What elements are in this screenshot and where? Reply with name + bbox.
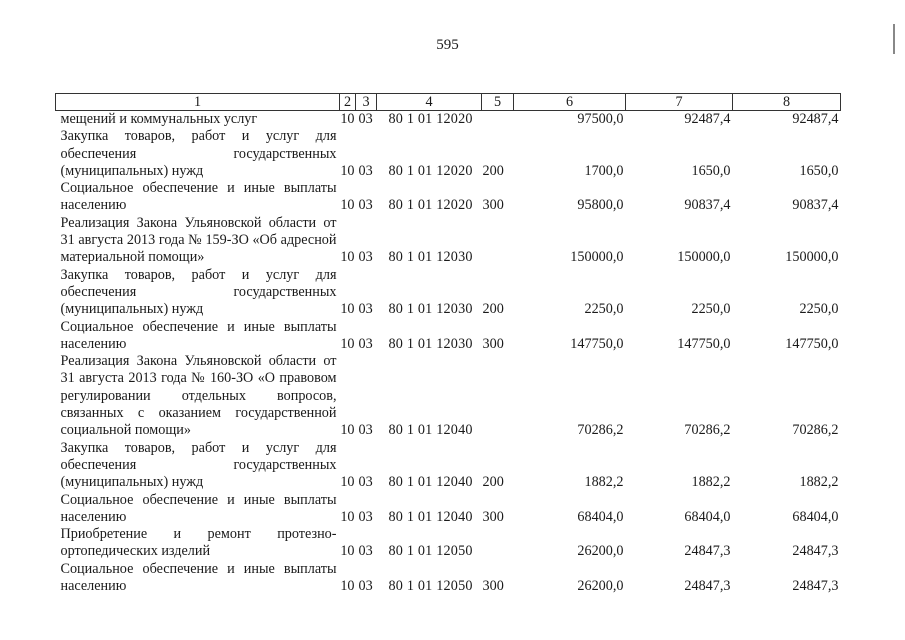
row-amount-col6: 95800,0 <box>577 197 624 214</box>
row-target-article: 80 1 01 12050 <box>388 543 473 560</box>
row-name: Реализация Закона Ульяновской области от 31 августа 2013 года № 159-ЗО «Об адресной материальной помощи» <box>60 214 337 266</box>
header-col-2: 2 <box>340 94 356 111</box>
row-expense-type <box>482 353 514 439</box>
row-podrazdel: 03 <box>358 111 373 127</box>
table-row <box>56 180 841 215</box>
row-name: Социальное обеспечение и иные выплаты населению <box>60 180 337 214</box>
row-razdel: 10 <box>340 508 355 525</box>
row-razdel: 10 <box>340 422 355 439</box>
row-target-article: 80 1 01 12040 <box>388 422 473 439</box>
row-podrazdel: 03 <box>358 543 373 560</box>
row-podrazdel: 03 <box>358 197 373 214</box>
row-amount-col6: 68404,0 <box>577 508 624 525</box>
header-col-8: 8 <box>733 94 841 111</box>
row-amount-col8: 24847,3 <box>792 543 839 560</box>
row-expense-type <box>482 526 514 561</box>
row-amount-col7: 90837,4 <box>684 197 731 214</box>
row-expense-type <box>482 215 514 267</box>
table-row <box>56 128 841 180</box>
row-target-article: 80 1 01 12050 <box>388 578 473 595</box>
row-amount-col7: 150000,0 <box>677 249 731 266</box>
row-podrazdel: 03 <box>358 335 373 352</box>
row-amount-col8: 90837,4 <box>792 197 839 214</box>
header-row <box>56 94 841 111</box>
row-amount-col6: 2250,0 <box>584 301 624 318</box>
row-amount-col6: 1882,2 <box>584 474 624 491</box>
row-target-article: 80 1 01 12020 <box>388 197 473 214</box>
row-amount-col8: 70286,2 <box>792 422 839 439</box>
row-name: Социальное обеспечение и иные выплаты населению <box>60 491 337 525</box>
row-razdel: 10 <box>340 474 355 491</box>
row-razdel: 10 <box>340 543 355 560</box>
table-row <box>56 440 841 492</box>
row-target-article: 80 1 01 12020 <box>388 111 473 127</box>
table-row <box>56 215 841 267</box>
row-amount-col8: 1882,2 <box>799 474 839 491</box>
row-amount-col6: 150000,0 <box>570 249 624 266</box>
row-amount-col8: 92487,4 <box>792 111 839 127</box>
row-name: Приобретение и ремонт протезно-ортопедических изделий <box>60 526 337 560</box>
row-razdel: 10 <box>340 111 355 127</box>
row-amount-col8: 150000,0 <box>785 249 839 266</box>
table-row <box>56 353 841 439</box>
row-target-article: 80 1 01 12040 <box>388 474 473 491</box>
row-name: мещений и коммунальных услуг <box>60 111 258 127</box>
header-col-3: 3 <box>356 94 377 111</box>
row-amount-col6: 1700,0 <box>584 162 624 179</box>
row-expense-type: 300 <box>482 508 504 525</box>
row-amount-col6: 26200,0 <box>577 578 624 595</box>
row-target-article: 80 1 01 12020 <box>388 162 473 179</box>
row-amount-col8: 24847,3 <box>792 578 839 595</box>
header-col-7: 7 <box>626 94 733 111</box>
table-row <box>56 319 841 354</box>
row-target-article: 80 1 01 12040 <box>388 508 473 525</box>
table-row <box>56 111 841 129</box>
row-expense-type <box>482 111 514 129</box>
row-expense-type: 300 <box>482 335 504 352</box>
row-amount-col7: 1882,2 <box>691 474 731 491</box>
row-podrazdel: 03 <box>358 162 373 179</box>
row-name: Закупка товаров, работ и услуг для обеспечения государственных (муниципальных) нужд <box>60 439 337 491</box>
row-target-article: 80 1 01 12030 <box>388 301 473 318</box>
row-name: Социальное обеспечение и иные выплаты населению <box>60 318 337 352</box>
row-target-article: 80 1 01 12030 <box>388 249 473 266</box>
scan-edge-mark <box>893 24 895 54</box>
row-razdel: 10 <box>340 197 355 214</box>
row-razdel: 10 <box>340 162 355 179</box>
row-amount-col7: 92487,4 <box>684 111 731 127</box>
row-podrazdel: 03 <box>358 578 373 595</box>
row-amount-col7: 1650,0 <box>691 162 731 179</box>
table-header <box>56 94 841 111</box>
row-amount-col7: 24847,3 <box>684 578 731 595</box>
row-podrazdel: 03 <box>358 474 373 491</box>
row-razdel: 10 <box>340 578 355 595</box>
row-amount-col7: 147750,0 <box>677 335 731 352</box>
row-amount-col8: 2250,0 <box>799 301 839 318</box>
row-razdel: 10 <box>340 335 355 352</box>
row-razdel: 10 <box>340 301 355 318</box>
row-name: Закупка товаров, работ и услуг для обеспечения государственных (муниципальных) нужд <box>60 266 337 318</box>
row-podrazdel: 03 <box>358 422 373 439</box>
row-podrazdel: 03 <box>358 508 373 525</box>
row-expense-type: 200 <box>482 162 504 179</box>
row-name: Реализация Закона Ульяновской области от 31 августа 2013 года № 160-ЗО «О правовом регулировании отдельных вопросов, связанных с оказанием государственной социальной помощи» <box>60 353 337 439</box>
row-amount-col7: 24847,3 <box>684 543 731 560</box>
row-amount-col7: 2250,0 <box>691 301 731 318</box>
table-row <box>56 492 841 527</box>
row-name: Социальное обеспечение и иные выплаты населению <box>60 560 337 595</box>
row-amount-col8: 147750,0 <box>785 335 839 352</box>
row-expense-type: 200 <box>482 474 504 491</box>
row-expense-type: 300 <box>482 578 504 595</box>
row-amount-col6: 147750,0 <box>570 335 624 352</box>
header-col-4: 4 <box>377 94 482 111</box>
row-podrazdel: 03 <box>358 301 373 318</box>
row-expense-type: 300 <box>482 197 504 214</box>
row-amount-col7: 68404,0 <box>684 508 731 525</box>
table-body <box>56 111 841 596</box>
table-row <box>56 526 841 561</box>
row-amount-col6: 26200,0 <box>577 543 624 560</box>
header-col-6: 6 <box>514 94 626 111</box>
row-podrazdel: 03 <box>358 249 373 266</box>
header-col-1: 1 <box>56 94 340 111</box>
budget-table <box>55 93 841 595</box>
row-amount-col7: 70286,2 <box>684 422 731 439</box>
page-number: 595 <box>436 37 459 53</box>
row-amount-col6: 97500,0 <box>577 111 624 127</box>
row-razdel: 10 <box>340 249 355 266</box>
table-row <box>56 561 841 596</box>
row-expense-type: 200 <box>482 301 504 318</box>
row-amount-col6: 70286,2 <box>577 422 624 439</box>
table-row <box>56 267 841 319</box>
row-amount-col8: 1650,0 <box>799 162 839 179</box>
row-amount-col8: 68404,0 <box>792 508 839 525</box>
row-target-article: 80 1 01 12030 <box>388 335 473 352</box>
row-name: Закупка товаров, работ и услуг для обеспечения государственных (муниципальных) нужд <box>60 128 337 179</box>
header-col-5: 5 <box>482 94 514 111</box>
